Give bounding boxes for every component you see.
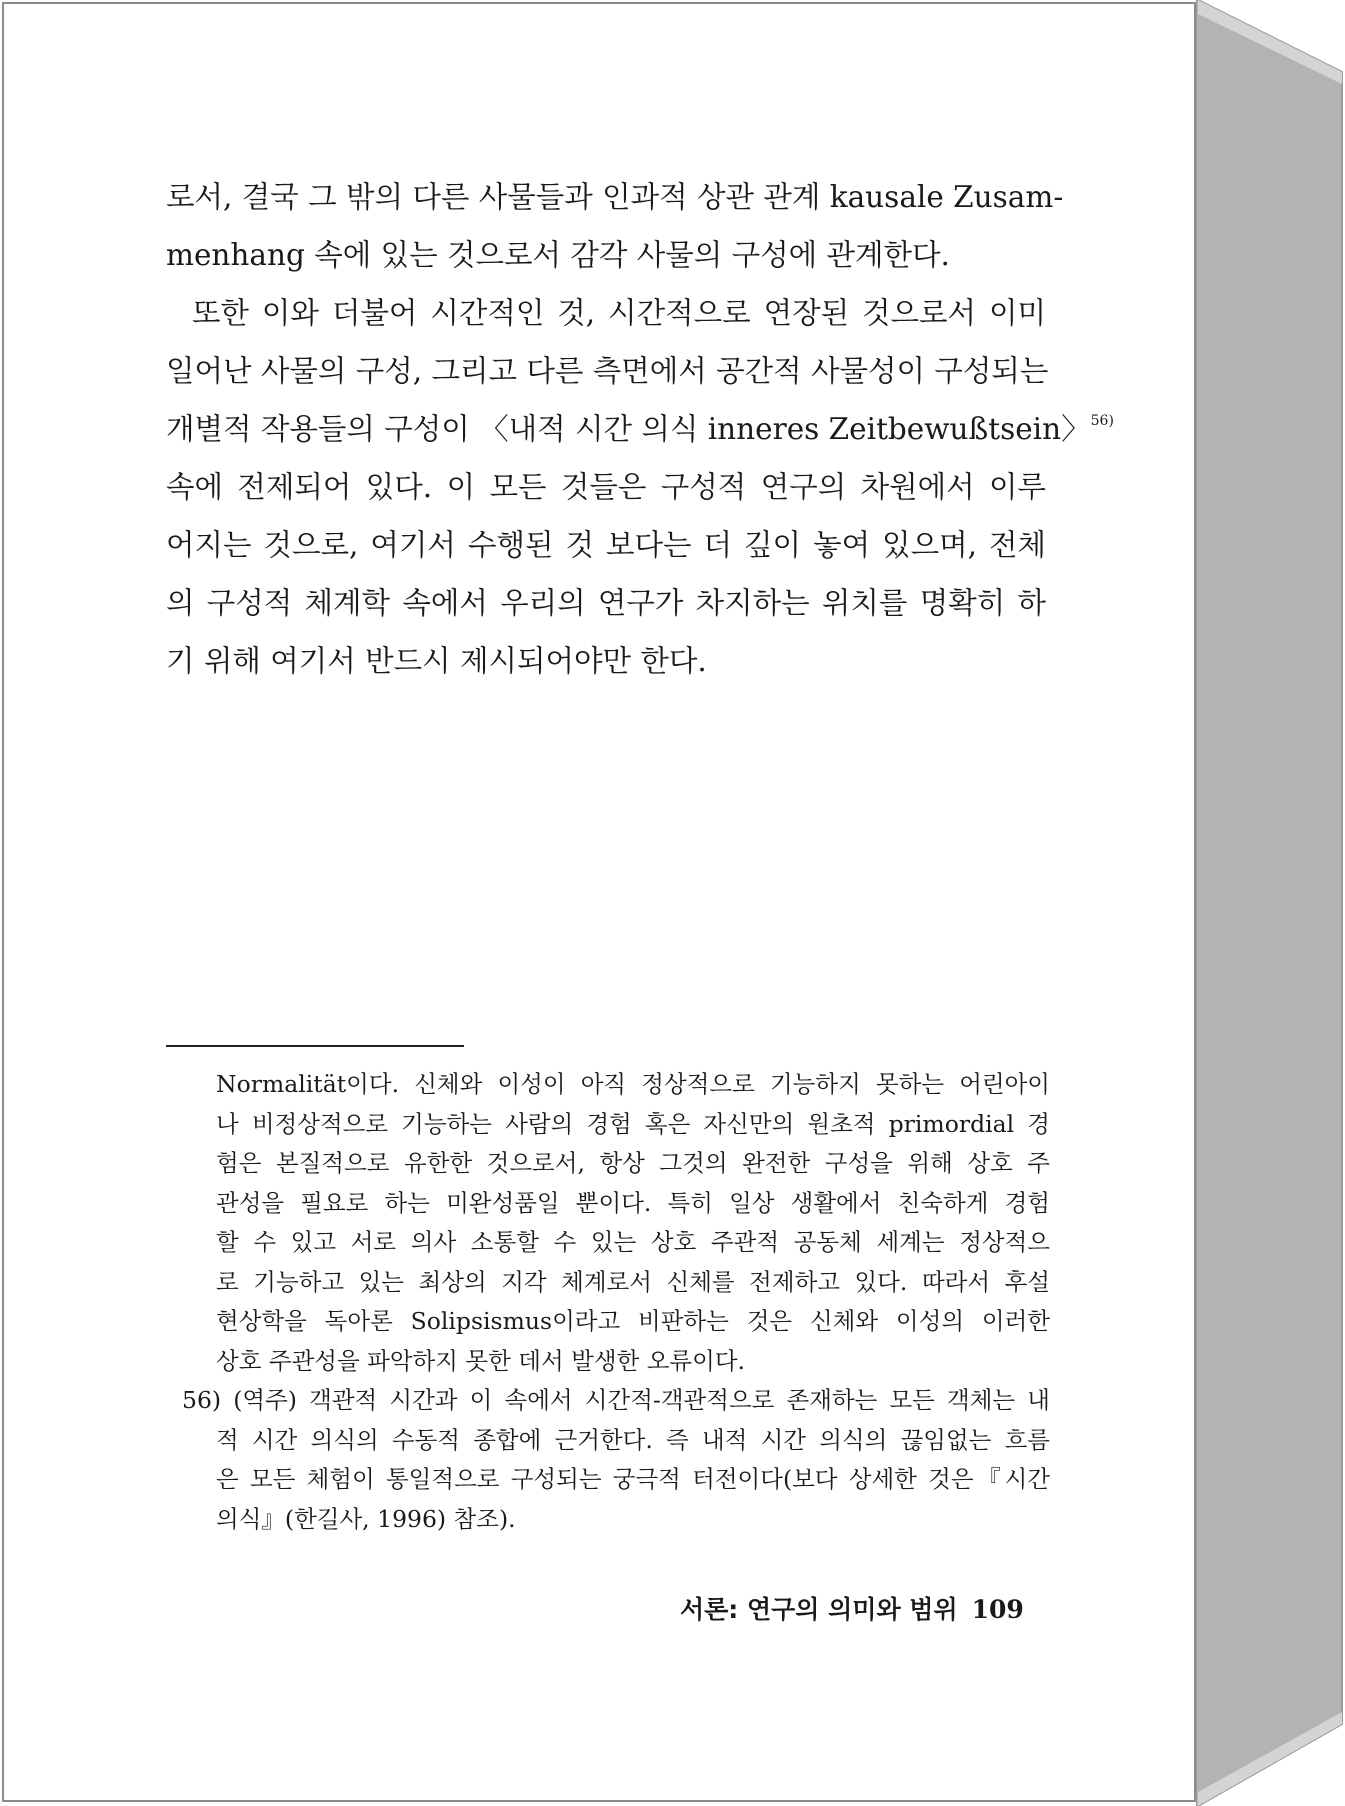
body-line: 의 구성적 체계학 속에서 우리의 연구가 차지하는 위치를 명확히 하 xyxy=(166,586,1046,620)
body-line: 어지는 것으로, 여기서 수행된 것 보다는 더 깊이 놓여 있으며, 전체 xyxy=(166,528,1046,562)
footnote-line: 나 비정상적으로 기능하는 사람의 경험 혹은 자신만의 원초적 primordial 경 xyxy=(216,1109,1050,1138)
main-text xyxy=(166,168,1114,690)
body-line-with-note xyxy=(166,400,1114,458)
body-line: 속에 전제되어 있다. 이 모든 것들은 구성적 연구의 차원에서 이루 xyxy=(166,470,1046,504)
running-title: 서론: 연구의 의미와 범위 xyxy=(680,1595,958,1624)
footnote-line: 현상학을 독아론 Solipsismus이라고 비판하는 것은 신체와 이성의 이러한 xyxy=(216,1307,1050,1335)
footnote-ref: 56) xyxy=(1090,413,1114,429)
footnote-line: Normalität이다. 신체와 이성이 아직 정상적으로 기능하지 못하는 어린아이 xyxy=(216,1070,1050,1098)
footnote-separator xyxy=(166,1045,464,1047)
footnote-56-line: 적 시간 의식의 수동적 종합에 근거한다. 즉 내적 시간 의식의 끊임없는 흐름 xyxy=(216,1425,1050,1454)
footnote-line: 관성을 필요로 하는 미완성품일 뿐이다. 특히 일상 생활에서 친숙하게 경험 xyxy=(216,1188,1050,1217)
footnote-line: 상호 주관성을 파악하지 못한 데서 발생한 오류이다. xyxy=(216,1346,746,1375)
body-line: 일어난 사물의 구성, 그리고 다른 측면에서 공간적 사물성이 구성되는 xyxy=(166,354,1049,388)
body-line: 로서, 결국 그 밖의 다른 사물들과 인과적 상관 관계 kausale Zusam- xyxy=(166,180,1064,214)
footnote-56-line: 56) (역주) 객관적 시간과 이 속에서 시간적-객관적으로 존재하는 모든 객체는 내 xyxy=(182,1386,1050,1414)
body-line-text: 개별적 작용들의 구성이 〈내적 시간 의식 inneres Zeitbewußtsein〉 xyxy=(166,412,1091,446)
footnote-line: 할 수 있고 서로 의사 소통할 수 있는 상호 주관적 공동체 세계는 정상적으 xyxy=(216,1228,1050,1256)
footnotes xyxy=(166,1065,1050,1539)
footnote-line: 험은 본질적으로 유한한 것으로서, 항상 그것의 완전한 구성을 위해 상호 주 xyxy=(216,1149,1050,1177)
footnote-56-line: 은 모든 체험이 통일적으로 구성되는 궁극적 터전이다(보다 상세한 것은『시간 xyxy=(216,1465,1050,1493)
body-line: 기 위해 여기서 반드시 제시되어야만 한다. xyxy=(166,644,707,678)
page-number: 109 xyxy=(971,1595,1024,1624)
footnote-line: 로 기능하고 있는 최상의 지각 체계로서 신체를 전제하고 있다. 따라서 후설 xyxy=(216,1267,1050,1296)
footnote-56-line: 의식』(한길사, 1996) 참조). xyxy=(216,1504,516,1533)
page-stack-edge-shape xyxy=(1196,0,1345,1806)
body-line: menhang 속에 있는 것으로서 감각 사물의 구성에 관계한다. xyxy=(166,238,950,272)
running-footer xyxy=(680,1590,1024,1626)
body-line: 또한 이와 더불어 시간적인 것, 시간적으로 연장된 것으로서 이미 xyxy=(166,296,1046,330)
